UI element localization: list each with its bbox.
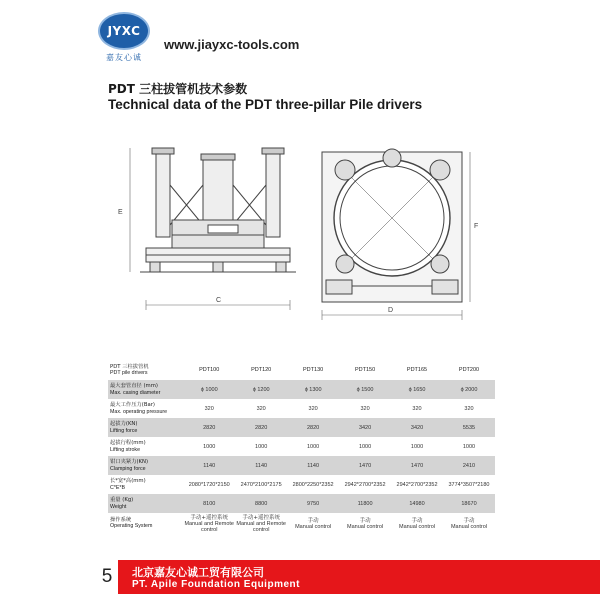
table-cell: 320 [204, 405, 214, 412]
spec-table [108, 360, 495, 533]
table-cell: 手动 Manual control [347, 518, 384, 530]
table-cell: 2410 [443, 456, 495, 475]
table-row [108, 475, 495, 494]
technical-drawing [100, 130, 500, 330]
logo-chinese-name: 嘉友心诚 [106, 53, 142, 62]
model-header: PDT200 [458, 367, 480, 373]
table-row [108, 494, 495, 513]
row-label: 最大工作压力(Bar) Max. operating pressure [110, 402, 168, 415]
table-cell: 手动 Manual control [398, 518, 436, 530]
table-cell: 1140 [235, 456, 287, 475]
side-view-height-label: E [118, 209, 123, 216]
footer-band [118, 560, 600, 594]
table-cell: ϕ 1300 [287, 380, 339, 399]
row-label: 最大套管直径 (mm) Max. casing diameter [108, 380, 183, 399]
table-cell: 18670 [443, 494, 495, 513]
table-cell: 9750 [287, 494, 339, 513]
page-title-english: Technical data of the PDT three-pillar Pile drivers [108, 97, 423, 112]
model-header: PDT165 [406, 367, 428, 373]
top-view-drawing [322, 149, 462, 302]
page-footer [0, 560, 600, 600]
table-cell: ϕ 1650 [391, 380, 443, 399]
model-header: PDT120 [251, 367, 272, 373]
table-cell: 1000 [203, 443, 216, 450]
company-logo [98, 12, 150, 64]
logo-mark: JYXC [98, 12, 150, 50]
side-view-width-label: C [216, 297, 222, 304]
row-label: 长*宽*高(mm) C*E*B [110, 478, 146, 491]
row-label: 钳口夹紧力(KN) Clamping force [108, 456, 183, 475]
model-header: PDT130 [303, 367, 324, 373]
company-name-english: PT. Apile Foundation Equipment [132, 579, 300, 590]
table-cell: ϕ 1500 [339, 380, 391, 399]
table-cell: ϕ 1000 [183, 380, 235, 399]
row-label: 起拔行程(mm) Lifting stroke [110, 440, 146, 453]
table-cell: 2942*2700*2352 [344, 481, 386, 488]
table-cell: 2080*1720*2150 [188, 481, 230, 488]
header-label: PDT 三柱拔管机 PDT pile drivers [110, 363, 149, 376]
company-name-chinese: 北京嘉友心诚工贸有限公司 [132, 566, 264, 579]
table-row [108, 418, 495, 437]
row-label: 起拔力(KN) Lifting force [108, 418, 183, 437]
table-cell: 1140 [287, 456, 339, 475]
model-header: PDT100 [199, 367, 220, 373]
table-cell: 14980 [391, 494, 443, 513]
table-cell: 1000 [462, 443, 476, 450]
table-cell: 1000 [306, 443, 320, 450]
table-cell: 2820 [287, 418, 339, 437]
table-cell: 手动 Manual control [450, 518, 488, 530]
website-url[interactable]: www.jiayxc-tools.com [164, 37, 300, 52]
page-title-chinese: PDT 三柱拔管机技术参数 [108, 82, 248, 96]
table-cell: ϕ 2000 [443, 380, 495, 399]
table-row [108, 437, 495, 456]
table-cell: 320 [360, 405, 370, 412]
table-cell: 手动+遥控系统 Manual and Remote control [184, 515, 234, 533]
table-cell: 2800*2250*2352 [292, 481, 334, 488]
table-cell: ϕ 1200 [235, 380, 287, 399]
top-view-width-label: D [388, 307, 394, 314]
table-cell: 320 [308, 405, 318, 412]
table-cell: 320 [256, 405, 266, 412]
table-cell: 11800 [339, 494, 391, 513]
row-label: 操作系统 Operating System [110, 516, 153, 529]
table-cell: 2820 [235, 418, 287, 437]
table-row [108, 399, 495, 418]
table-cell: 手动 Manual control [295, 518, 332, 530]
table-cell: 3420 [339, 418, 391, 437]
table-cell: 5535 [443, 418, 495, 437]
table-cell: 8800 [235, 494, 287, 513]
table-cell: 320 [412, 405, 422, 412]
table-cell: 2820 [183, 418, 235, 437]
table-cell: 手动+遥控系统 Manual and Remote control [236, 515, 286, 533]
table-header-row [108, 360, 495, 380]
table-cell: 1470 [339, 456, 391, 475]
row-label: 重量 (Kg) Weight [108, 494, 183, 513]
page-number: 5 [101, 566, 113, 587]
table-row [108, 513, 495, 533]
table-cell: 1000 [358, 443, 372, 450]
table-cell: 3420 [391, 418, 443, 437]
table-cell: 2942*2700*2352 [396, 481, 438, 488]
table-row [108, 380, 495, 399]
model-header: PDT150 [354, 367, 376, 373]
table-cell: 8100 [183, 494, 235, 513]
table-cell: 2470*2100*2175 [240, 481, 282, 488]
table-row [108, 456, 495, 475]
side-view-drawing [140, 148, 296, 272]
table-cell: 1000 [410, 443, 424, 450]
table-cell: 1140 [183, 456, 235, 475]
top-view-height-label: F [474, 223, 479, 230]
table-cell: 3774*3507*2180 [448, 481, 490, 488]
table-cell: 320 [464, 405, 474, 412]
table-cell: 1470 [391, 456, 443, 475]
table-cell: 1000 [255, 443, 268, 450]
